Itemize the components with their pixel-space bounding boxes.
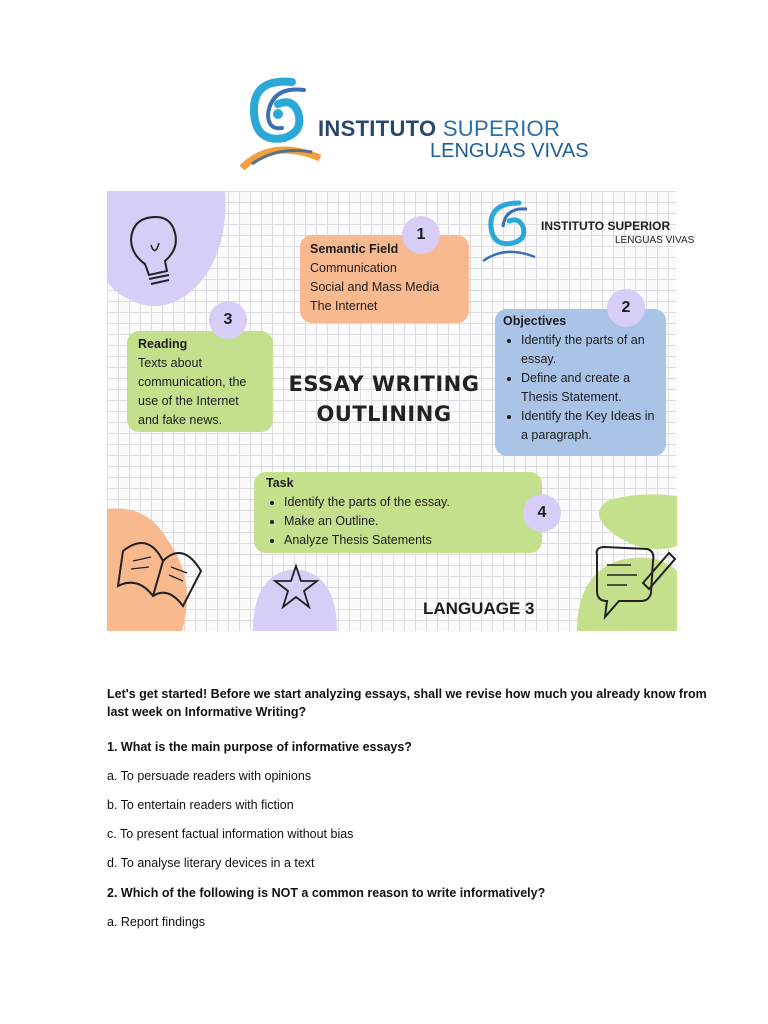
objectives-list [503,331,658,445]
open-book-icon [113,521,208,616]
q1-option-d: d. To analyse literary devices in a text [107,856,315,870]
institute-logo [232,68,589,178]
card-heading: Semantic Field [310,242,399,256]
poster-logo [479,197,695,265]
list-item: • Identify the parts of the essay. [284,493,530,512]
card-heading: Objectives [503,314,567,328]
q2-option-a: a. Report findings [107,915,205,929]
objectives-card [495,309,666,456]
logo-subtitle: LENGUAS VIVAS [430,140,589,162]
task-card [254,472,542,553]
poster-image [107,191,695,631]
language-label: LANGUAGE 3 [423,599,535,618]
star-icon [271,563,321,613]
card-line: Communication [310,261,397,275]
reading-card [127,331,273,432]
poster-logo-subtitle: LENGUAS VIVAS [615,235,695,246]
q1-option-c: c. To present factual information without bias [107,827,354,841]
number-badge-2: 2 [607,289,645,327]
list-item: • Analyze Thesis Satements [284,531,530,550]
number-badge-3: 3 [209,301,247,339]
lightbulb-icon [121,209,191,289]
q1-option-a: a. To persuade readers with opinions [107,769,312,783]
list-item: • Make an Outline. [284,512,530,531]
number-badge-1: 1 [402,216,440,254]
poster-title: ESSAY WRITING OUTLINING [288,372,480,426]
task-list [266,493,530,550]
swirl-logo-icon [479,197,539,265]
question-2: 2. Which of the following is NOT a common reason to write informatively? [107,886,546,900]
list-item: • Identify the parts of an essay. [521,331,658,369]
chat-pencil-icon [591,543,676,628]
card-line: The Internet [310,299,378,313]
card-heading: Task [266,476,294,490]
card-text: Texts about communication, the use of the Internet and fake news. [138,356,247,427]
logo-title: INSTITUTO SUPERIOR [318,116,561,141]
intro-text: Let's get started! Before we start analyzing essays, shall we revise how much you already know from last week on Informative Writing? [107,687,707,719]
card-heading: Reading [138,337,188,351]
list-item: • Define and create a Thesis Statement. [521,369,658,407]
question-1: 1. What is the main purpose of informative essays? [107,740,412,754]
card-line: Social and Mass Media [310,280,440,294]
number-badge-4: 4 [523,494,561,532]
poster-logo-title: INSTITUTO SUPERIOR [541,219,671,233]
swirl-logo-icon [232,68,322,178]
q1-option-b: b. To entertain readers with fiction [107,798,294,812]
semantic-field-card [300,235,469,323]
list-item: • Identify the Key Ideas in a paragraph. [521,407,658,445]
